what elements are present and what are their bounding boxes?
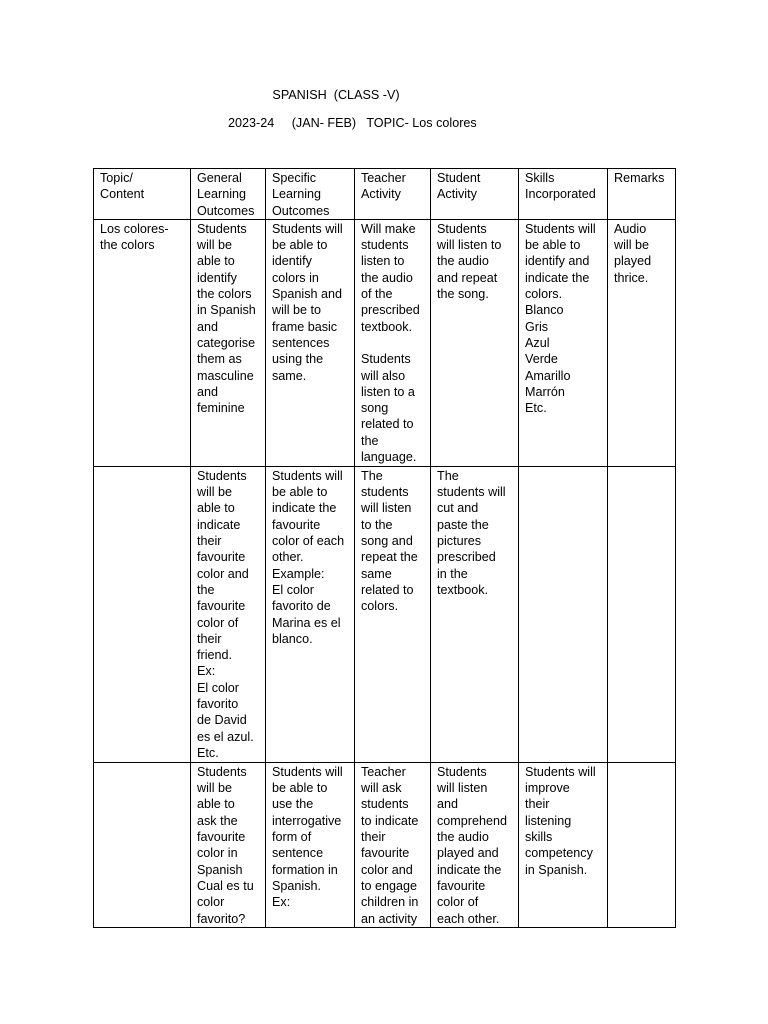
cell-teacher-activity: The students will listen to the song and repeat the same related to colors. (355, 466, 431, 762)
header-topic-content: Topic/ Content (94, 169, 191, 220)
cell-specific-outcomes: Students will be able to indicate the favourite color of each other. Example: El color favorito de Marina es el blanco. (266, 466, 355, 762)
cell-skills (519, 466, 608, 762)
lesson-plan-table (93, 168, 676, 928)
cell-skills: Students will improve their listening skills competency in Spanish. (519, 762, 608, 927)
cell-topic: Los colores- the colors (94, 219, 191, 466)
cell-general-outcomes: Students will be able to ask the favourite color in Spanish Cual es tu color favorito? (191, 762, 266, 927)
cell-specific-outcomes: Students will be able to use the interrogative form of sentence formation in Spanish. Ex: (266, 762, 355, 927)
header-general-learning-outcomes: General Learning Outcomes (191, 169, 266, 220)
cell-specific-outcomes: Students will be able to identify colors in Spanish and will be to frame basic sentences using the same. (266, 219, 355, 466)
header-remarks: Remarks (608, 169, 676, 220)
cell-student-activity: Students will listen to the audio and repeat the song. (431, 219, 519, 466)
header-specific-learning-outcomes: Specific Learning Outcomes (266, 169, 355, 220)
cell-topic (94, 466, 191, 762)
table-header-row (94, 169, 676, 220)
document-subtitle: 2023-24 (JAN- FEB) TOPIC- Los colores (228, 116, 477, 130)
cell-general-outcomes: Students will be able to identify the colors in Spanish and categorise them as masculine and feminine (191, 219, 266, 466)
cell-skills: Students will be able to identify and indicate the colors. Blanco Gris Azul Verde Amarillo Marrón Etc. (519, 219, 608, 466)
cell-topic (94, 762, 191, 927)
document-title: SPANISH (CLASS -V) (272, 88, 400, 102)
cell-remarks (608, 466, 676, 762)
table-row (94, 219, 676, 466)
header-teacher-activity: Teacher Activity (355, 169, 431, 220)
cell-teacher-activity: Teacher will ask students to indicate their favourite color and to engage children in an activity (355, 762, 431, 927)
header-skills-incorporated: Skills Incorporated (519, 169, 608, 220)
cell-remarks: Audio will be played thrice. (608, 219, 676, 466)
cell-remarks (608, 762, 676, 927)
cell-student-activity: Students will listen and comprehend the audio played and indicate the favourite color of each other. (431, 762, 519, 927)
cell-teacher-activity: Will make students listen to the audio of the prescribed textbook. Students will also listen to a song related to the language. (355, 219, 431, 466)
cell-general-outcomes: Students will be able to indicate their favourite color and the favourite color of their friend. Ex: El color favorito de David es el azul. Etc. (191, 466, 266, 762)
table-row (94, 762, 676, 927)
header-student-activity: Student Activity (431, 169, 519, 220)
cell-student-activity: The students will cut and paste the pictures prescribed in the textbook. (431, 466, 519, 762)
table-row (94, 466, 676, 762)
